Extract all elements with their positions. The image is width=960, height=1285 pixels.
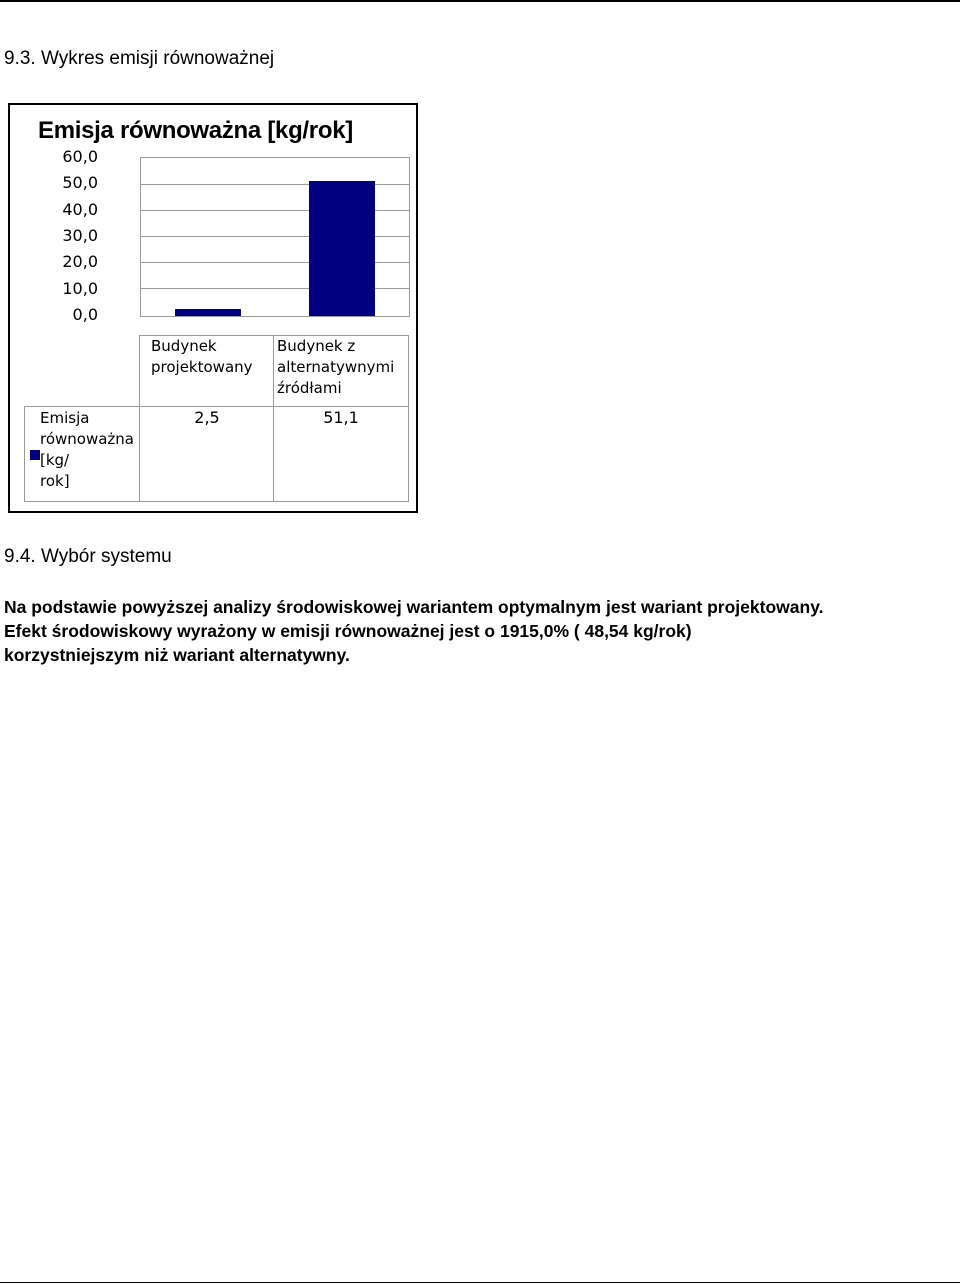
- top-rule: [0, 0, 960, 2]
- conclusion-line: Na podstawie powyższej analizy środowiskowej wariantem optymalnym jest wariant projektowany.: [4, 597, 824, 617]
- y-tick-label: 20,0: [62, 252, 98, 271]
- data-value-alternatywny: 51,1: [323, 408, 359, 427]
- bottom-rule: [0, 1282, 960, 1283]
- bar-budynek-projektowany: [175, 309, 241, 316]
- conclusion-paragraph: [4, 595, 956, 667]
- conclusion-line: Efekt środowiskowy wyrażony w emisji równoważnej jest o 1915,0% ( 48,54 kg/rok): [4, 621, 692, 641]
- table-line: [24, 406, 409, 407]
- table-line: [408, 335, 409, 502]
- y-tick-label: 40,0: [62, 200, 98, 219]
- category-label-alternatywny: Budynek z alternatywnymi źródłami: [277, 337, 395, 397]
- category-label-projektowany: Budynek projektowany: [151, 337, 253, 376]
- chart-title: Emisja równoważna [kg/rok]: [38, 117, 353, 144]
- y-tick-label: 30,0: [62, 226, 98, 245]
- conclusion-line: korzystniejszym niż wariant alternatywny.: [4, 645, 350, 665]
- data-value-projektowany: 2,5: [194, 408, 220, 427]
- y-tick-label: 60,0: [62, 147, 98, 166]
- legend-key: [30, 450, 40, 460]
- y-tick-label: 10,0: [62, 279, 98, 298]
- y-tick-label: 50,0: [62, 173, 98, 192]
- table-line: [24, 501, 409, 502]
- bar-budynek-alternatywny: [309, 181, 375, 316]
- series-label: Emisja równoważna [kg/ rok]: [40, 409, 134, 490]
- plot-area: [140, 157, 410, 317]
- emission-chart: [8, 103, 418, 513]
- section-heading-chart: 9.3. Wykres emisji równoważnej: [4, 48, 275, 69]
- section-heading-choice: 9.4. Wybór systemu: [4, 546, 172, 567]
- y-tick-label: 0,0: [72, 305, 98, 324]
- table-line: [24, 406, 25, 502]
